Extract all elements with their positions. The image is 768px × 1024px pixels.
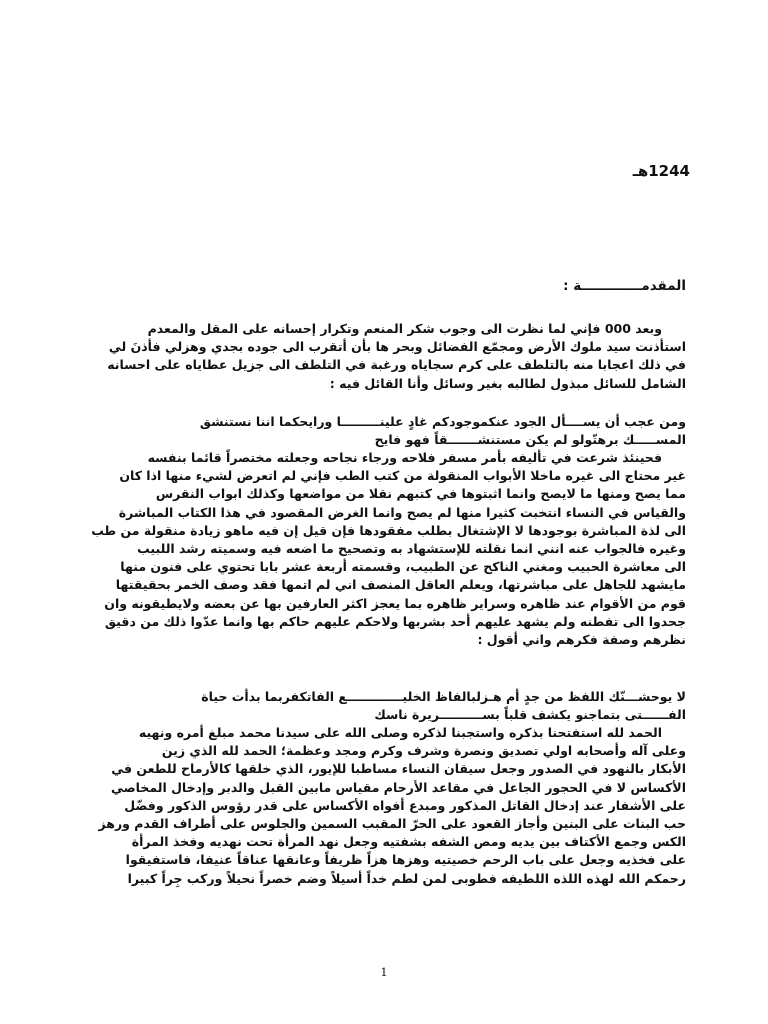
document-date: 1244هـ [632,162,690,180]
text-line: جحدوا الى تفطنه ولم يشهد عليهم أحد بشربها ولاحكم عليهم حاكم بها وانما عدّوا ذلك من دقيق [104,613,686,629]
text-line: وغيره فالجواب عنه انني انما نقلته للإستشهاد به وتصحيح ما اضعه فيه وسميته رشد اللبيب [137,541,686,557]
text-line: الأكساس لا في الحجور الجاعل في مقاعد الأرحام مقياس مابين القبل والدبر وإدخال المخاصي [110,779,686,795]
text-line: على فخذيه وجعل على باب الرحم خصيتيه وهزها هزاً ظريفاً وعانقها عناقاً عنيفا، فاستفيقوا [125,852,686,868]
intro-paragraph [82,320,686,393]
text-line: الأبكار بالنهود في الصدور وجعل سيقان النساء مساطبا للإيور، الذي خلقها كالأرماح للطعن في [111,761,686,777]
text-line: رحمكم الله لهذه اللذه اللطيفه فطوبى لمن لطم خداً أسيلاً وضم خصراً نحيلاً وركب جِراً كبيرا [127,870,686,886]
text-line: مايشهد للجاهل على مباشرتها، ويعلم العاقل المنصف اني لم اتمها فقد وصف الخمر بحقيقتها [115,577,686,593]
verse-block-one [82,413,686,449]
text-line: مما يصح ومنها ما لايصح وانما اثبتوها في كتبهم نقلا من مواضعها وكذلك ابواب النقرس [155,486,686,502]
text-line: الى لذة المباشرة بوجودها لا الإشتغال بطلب مفقودها فإن قيل إن فيه ماهو زيادة منقولة من طب [91,522,686,538]
text-line: الشامل للسائل مبذول لطالبه بغير وسائل وأنا القائل فيه : [329,375,686,391]
text-line: الكس وجمع الأكتاف بين يديه ومص الشفه بشفتيه وجعل نهد المرأة تحت نهديه وفخذ المرأة [131,834,686,850]
text-line: وعلى آله وأصحابه اولي تصديق ونصرة وشرف وكرم ومجد وعظمة؛ الحمد لله الذي زين [161,743,686,759]
text-line: غير محتاج الى غيره ماخلا الأبواب المنقولة من كتب الطب فإني لم اتعرض لشيء منها اذا كان [119,468,686,484]
verse-line: ومن عجب أن يســــأل الجود عنكموجودكم غادٍ علينـــــــــا ورايحكما اننا نستنشق [199,414,686,429]
text-line: في ذلك اعجابا منه بالتلطف على كرم سجاياه ورغبة في التلطف الى جزيل عطاياه على احسانه [107,357,686,373]
text-line: قوم من الأقوام عند ظاهره وسراير ظاهره بما يعجز اكثر العارفين بها عن بعضه ولايطيقونه وان [104,595,686,611]
closing-paragraph [82,724,686,888]
text-line: فحينئذ شرعت في تأليفه بأمر مسفر فلاحه ورجاء نجاحه وجعلته مختصراً قائما بنفسه [147,450,662,465]
text-line: الى معاشرة الحبيب ومغني الناكح عن الطبيب، وقسمته أربعة عشر بابا تحتوي على فنون منها [120,559,686,575]
text-line: استأذنت سيد ملوك الأرض ومجمّع الفضائل وبحر ها بأن أتقرب الى جوده بجدي وهزلي فأذنَ لي [108,339,686,355]
main-paragraph [82,449,686,649]
section-heading: المقدمـــــــــــــة : [563,278,686,294]
text-line: وبعد 000 فإني لما نظرت الى وجوب شكر المنعم وتكرار إحسانه على المقل والمعدم [147,321,662,336]
text-line: والقياس في النساء انتخبت كثيرا منها لم يصح وانما الغرض المقصود في هذا الكتاب المباشرة [118,504,686,520]
text-line: الحمد لله استفتحنا بذكره واستجبنا لذكره وصلى الله على سيدنا محمد مبلغ أمره ونهيه [138,725,662,740]
text-line: نظرهم وصفة فكرهم واني أقول : [477,632,686,648]
verse-line: لا يوحشـــنّك اللفظ من جدٍ أم هـزلبالفاظ الخليـــــــــــــع الفاتكفربما بدأت حياة [201,689,686,704]
verse-line: المســـــك برهتّولو لم يكن مستنشـــــــقاً فهو فايح [374,432,686,448]
text-line: حب البنات على البنين وأجاز القعود على الحرّ المقبب السمين والجلوس على أطراف القدم ورهز [98,816,686,832]
verse-line: الفــــــتى بتماجنو يكشف قلباً بســــــــــريرة ناسك [374,707,686,723]
text-line: على الأشفار عند إدخال القاتل المذكور ومبدع أفواه الأكساس على قدر رؤوس الذكور وفضّل [124,797,686,813]
verse-block-two [82,688,686,724]
page-number: 1 [380,966,388,979]
